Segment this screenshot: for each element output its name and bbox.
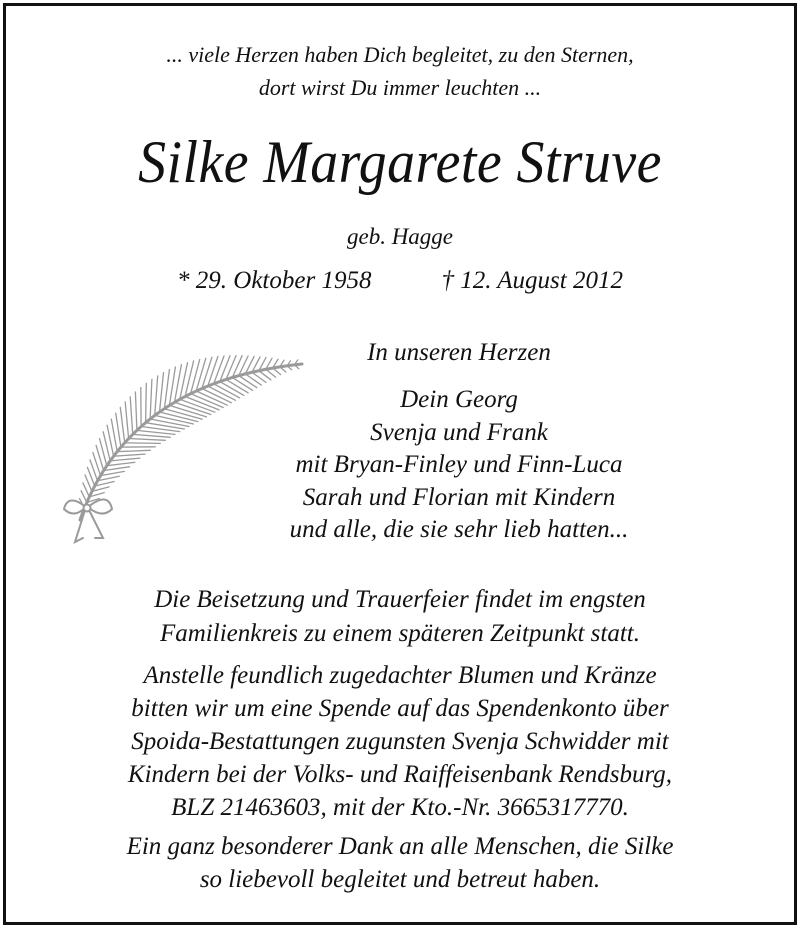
mourners-list — [236, 384, 682, 547]
mourner-line: Svenja und Frank — [236, 417, 682, 450]
mourners-intro: In unseren Herzen — [236, 336, 682, 370]
donation-line: BLZ 21463603, mit der Kto.-Nr. 3665317770. — [6, 791, 794, 824]
funeral-notice — [6, 583, 794, 651]
mourner-line: und alle, die sie sehr lieb hatten... — [236, 514, 682, 547]
funeral-line: Familienkreis zu einem späteren Zeitpunkt statt. — [6, 617, 794, 651]
thanks-line: Ein ganz besonderer Dank an alle Menschen, die Silke — [6, 830, 794, 863]
motto-line: ... viele Herzen haben Dich begleitet, zu den Sternen, — [6, 38, 794, 71]
birth-name: geb. Hagge — [6, 222, 794, 252]
funeral-line: Die Beisetzung und Trauerfeier findet im engsten — [6, 583, 794, 617]
donation-line: bitten wir um eine Spende auf das Spendenkonto über — [6, 692, 794, 725]
birth-date: * 29. Oktober 1958 — [177, 264, 371, 298]
death-date: † 12. August 2012 — [441, 264, 623, 298]
motto-line: dort wirst Du immer leuchten ... — [6, 71, 794, 104]
deceased-name: Silke Margarete Struve — [34, 122, 767, 202]
mourner-line: Dein Georg — [236, 384, 682, 417]
mourner-line: mit Bryan-Finley und Finn-Luca — [236, 449, 682, 482]
opening-motto — [6, 38, 794, 104]
thanks-line: so liebevoll begleitet und betreut haben. — [6, 863, 794, 896]
life-dates — [6, 264, 794, 298]
donation-line: Anstelle feundlich zugedachter Blumen und Kränze — [6, 659, 794, 692]
donation-line: Spoida-Bestattungen zugunsten Svenja Schwidder mit — [6, 725, 794, 758]
obituary-notice — [3, 3, 797, 925]
thanks-note — [6, 830, 794, 896]
mourner-line: Sarah und Florian mit Kindern — [236, 482, 682, 515]
donation-request — [6, 659, 794, 824]
donation-line: Kindern bei der Volks- und Raiffeisenbank Rendsburg, — [6, 758, 794, 791]
